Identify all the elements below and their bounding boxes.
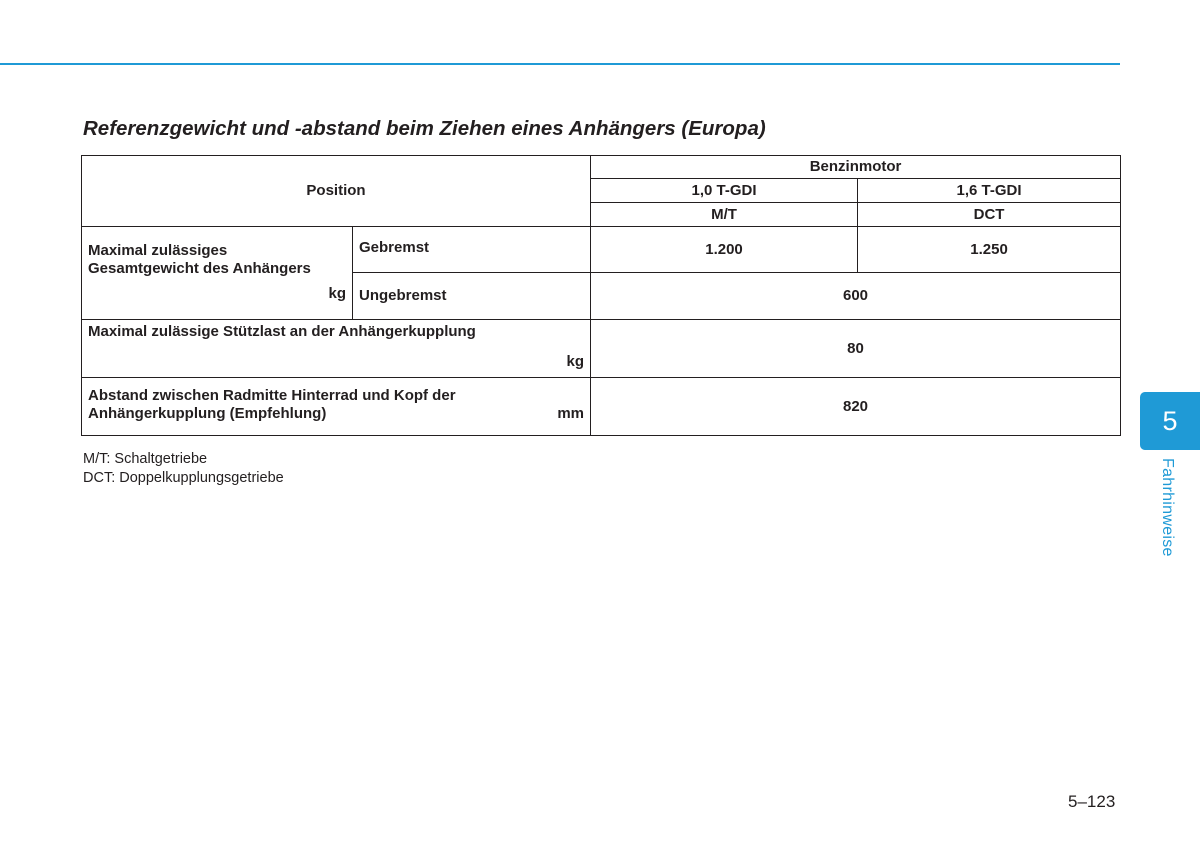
unbraked-value: 600 (591, 273, 1121, 320)
top-rule (0, 63, 1120, 65)
table-row-tongue-load (82, 320, 1121, 378)
header-row-engine (82, 156, 1121, 179)
footnotes (83, 450, 284, 488)
table-row-distance (82, 378, 1121, 436)
position-header: Position (82, 156, 591, 227)
engine-header-2: 1,6 T-GDI (858, 179, 1121, 203)
footnote-dct: DCT: Doppelkupplungsgetriebe (83, 470, 284, 486)
braked-value-2: 1.250 (858, 227, 1121, 273)
tongue-load-value: 80 (591, 320, 1121, 378)
trailer-weight-label-cell (82, 227, 353, 320)
distance-label-cell (82, 378, 591, 436)
towing-spec-table (81, 155, 1121, 436)
tongue-load-unit: kg (566, 353, 585, 370)
distance-label: Abstand zwischen Radmitte Hinterrad und Kopf der Anhängerkupplung (Empfehlung) (88, 387, 456, 422)
chapter-tab: 5 (1140, 392, 1200, 450)
distance-unit: mm (557, 405, 585, 422)
tongue-load-label-cell (82, 320, 591, 378)
unbraked-label: Ungebremst (353, 273, 591, 320)
distance-value: 820 (591, 378, 1121, 436)
braked-label: Gebremst (353, 227, 591, 273)
table-row-braked (82, 227, 1121, 273)
transmission-header-1: M/T (591, 203, 858, 227)
transmission-header-2: DCT (858, 203, 1121, 227)
engine-group-header: Benzinmotor (591, 156, 1121, 179)
tongue-load-label: Maximal zulässige Stützlast an der Anhängerkupplung (88, 323, 476, 340)
footnote-mt: M/T: Schaltgetriebe (83, 451, 208, 467)
trailer-weight-label: Maximal zulässiges Gesamtgewicht des Anhängers (88, 242, 311, 277)
page-number: 5–123 (1068, 792, 1116, 811)
chapter-name: Fahrhinweise (1159, 458, 1176, 557)
braked-value-1: 1.200 (591, 227, 858, 273)
section-title: Referenzgewicht und -abstand beim Ziehen eines Anhängers (Europa) (83, 117, 766, 140)
trailer-weight-unit: kg (328, 285, 346, 302)
engine-header-1: 1,0 T-GDI (591, 179, 858, 203)
